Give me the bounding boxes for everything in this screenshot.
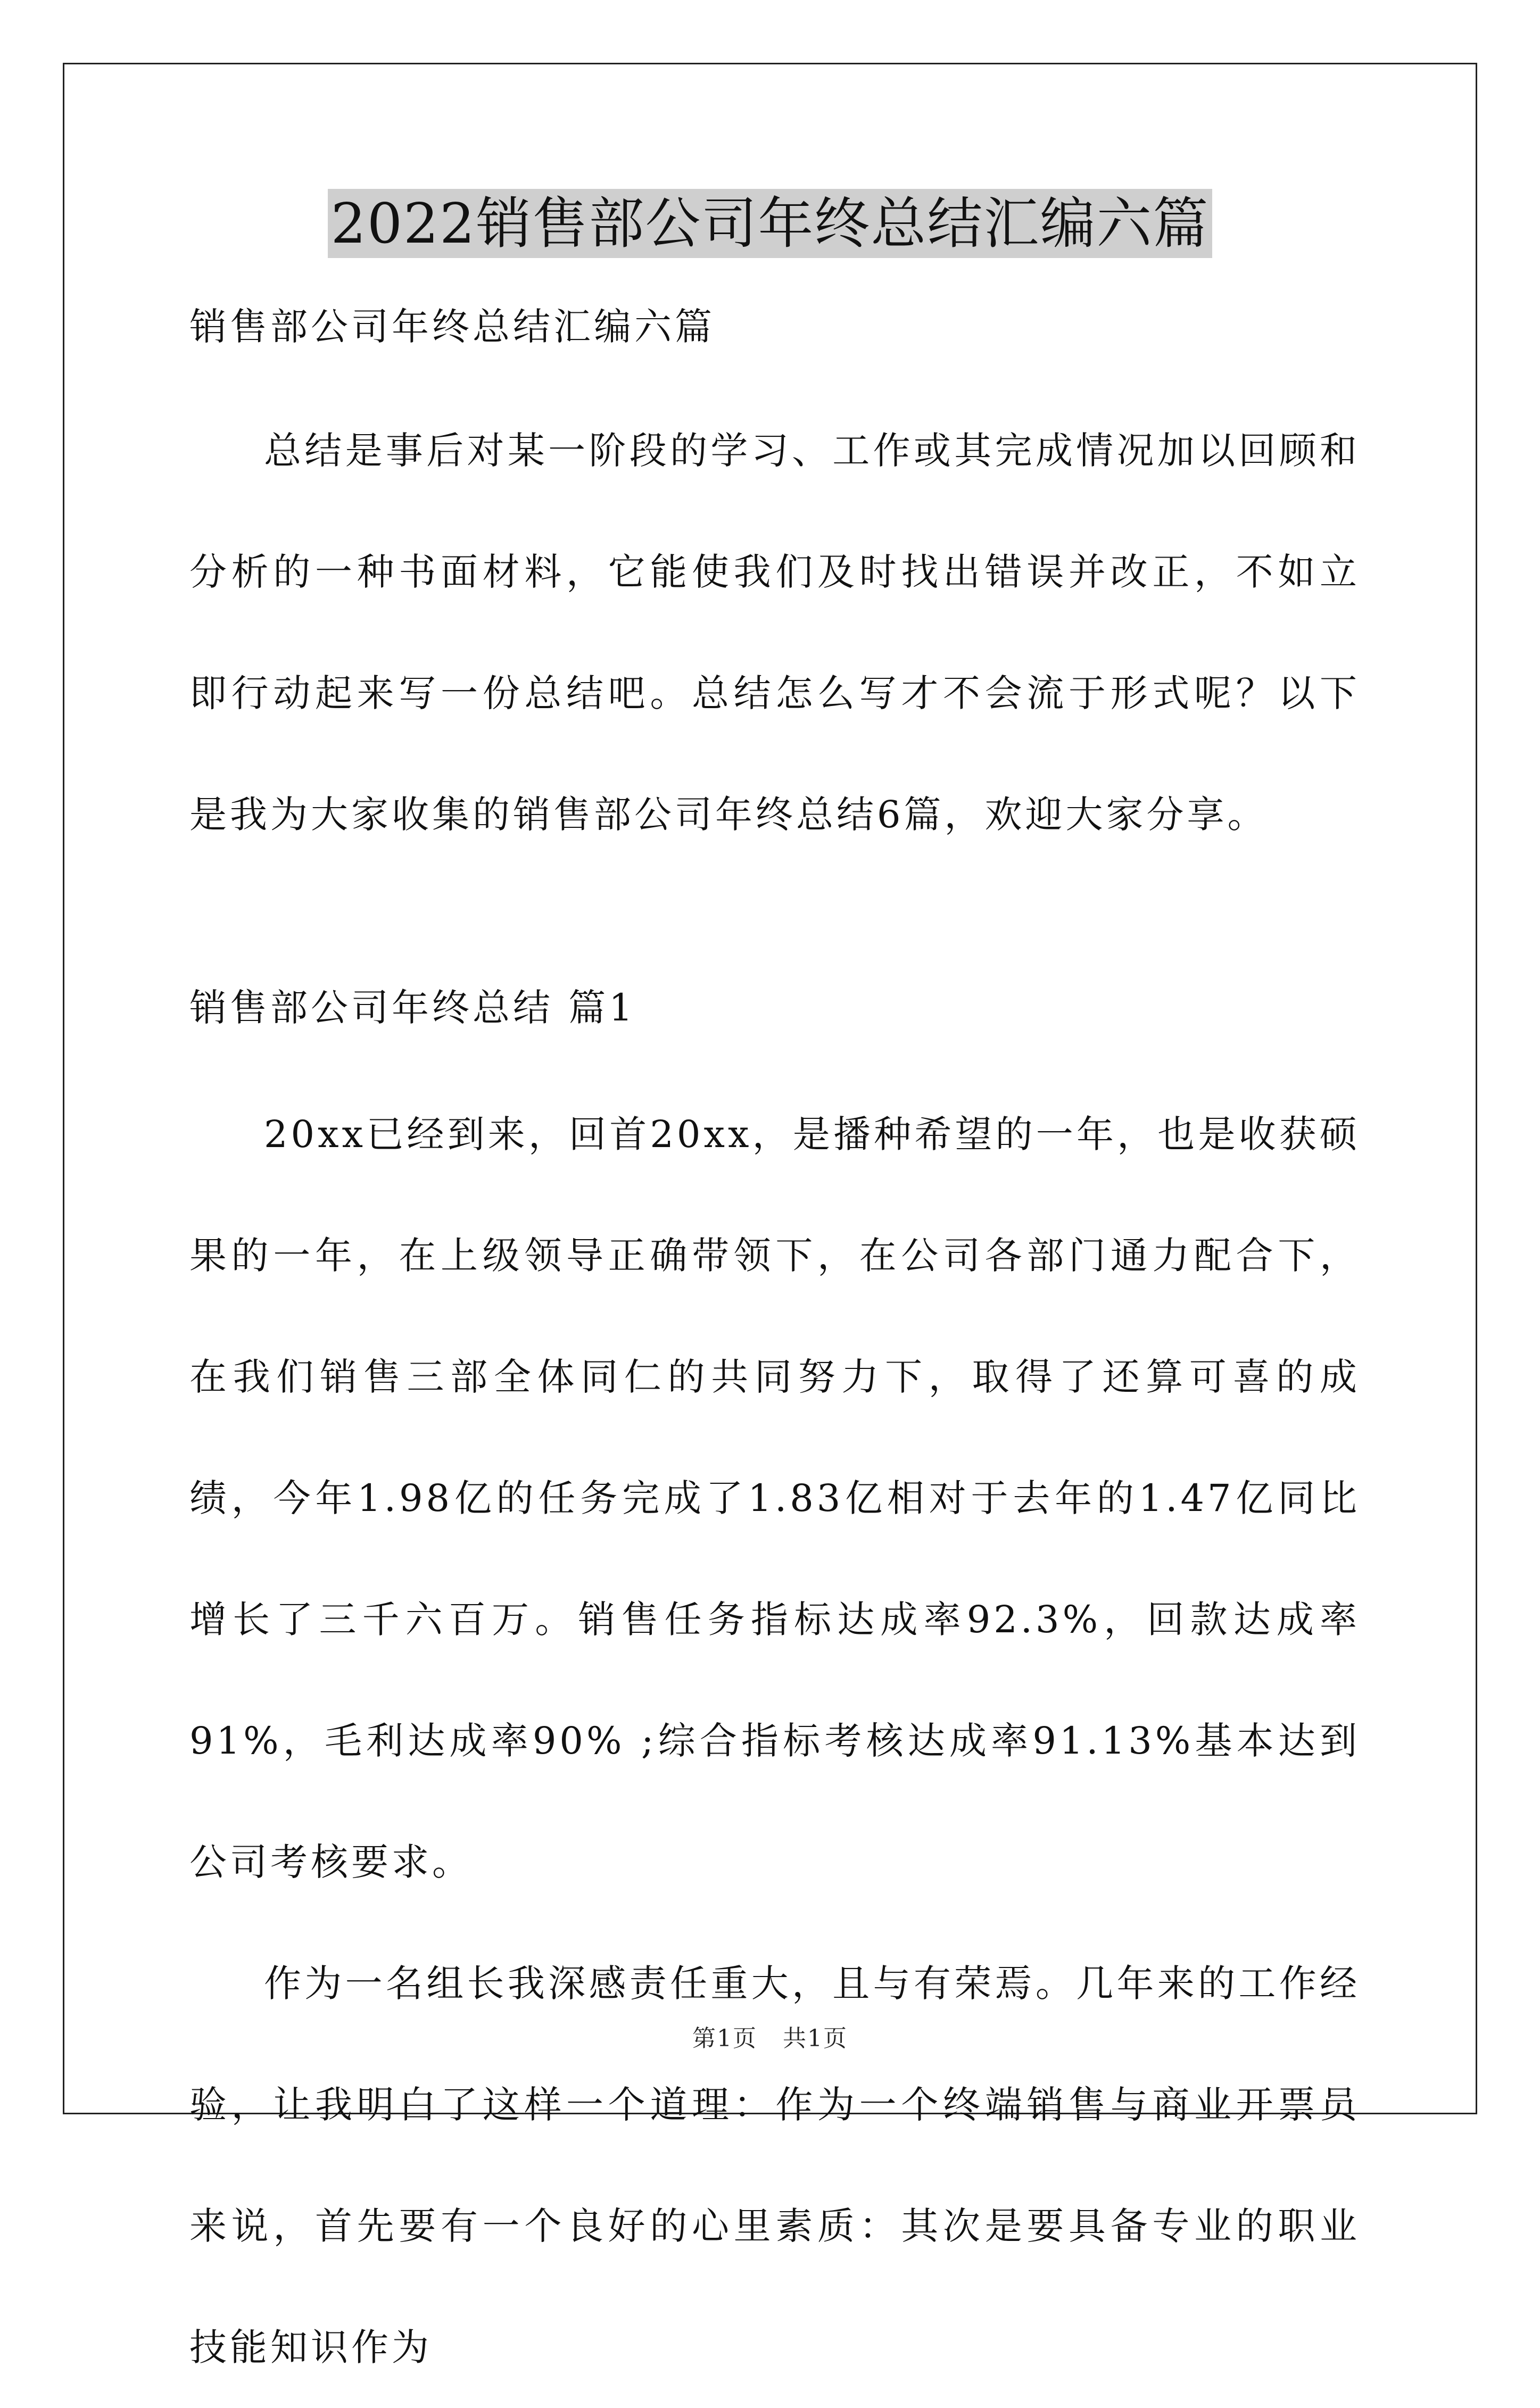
section-heading: 销售部公司年终总结 篇1 (189, 986, 636, 1029)
intro-paragraph: 总结是事后对某一阶段的学习、工作或其完成情况加以回顾和分析的一种书面材料，它能使我们及时找出错误并改正，不如立即行动起来写一份总结吧。总结怎么写才不会流于形式呢？以下是我为大家收集的销售部公司年终总结6篇，欢迎大家分享。 (189, 429, 1360, 836)
document-body (189, 295, 1360, 2408)
section1-paragraph-2: 作为一名组长我深感责任重大，且与有荣焉。几年来的工作经验，让我明白了这样一个道理：作为一个终端销售与商业开票员来说，首先要有一个良好的心里素质：其次是要具备专业的职业技能知识作为 (189, 1962, 1360, 2369)
title-wrap (0, 189, 1540, 258)
page-number: 第1页 (692, 2025, 757, 2052)
page-total: 共1页 (783, 2025, 848, 2052)
document-title: 2022销售部公司年终总结汇编六篇 (328, 189, 1213, 258)
document-subtitle: 销售部公司年终总结汇编六篇 (189, 305, 715, 348)
page-footer (0, 2019, 1540, 2053)
section1-paragraph-1: 20xx已经到来，回首20xx，是播种希望的一年，也是收获硕果的一年，在上级领导正确带领下，在公司各部门通力配合下，在我们销售三部全体同仁的共同努力下，取得了还算可喜的成绩，今年1.98亿的任务完成了1.83亿相对于去年的1.47亿同比增长了三千六百万。销售任务指标达成率92.3%，回款达成率91%，毛利达成率90% ;综合指标考核达成率91.13%基本达到公司考核要求。 (189, 1112, 1360, 1884)
